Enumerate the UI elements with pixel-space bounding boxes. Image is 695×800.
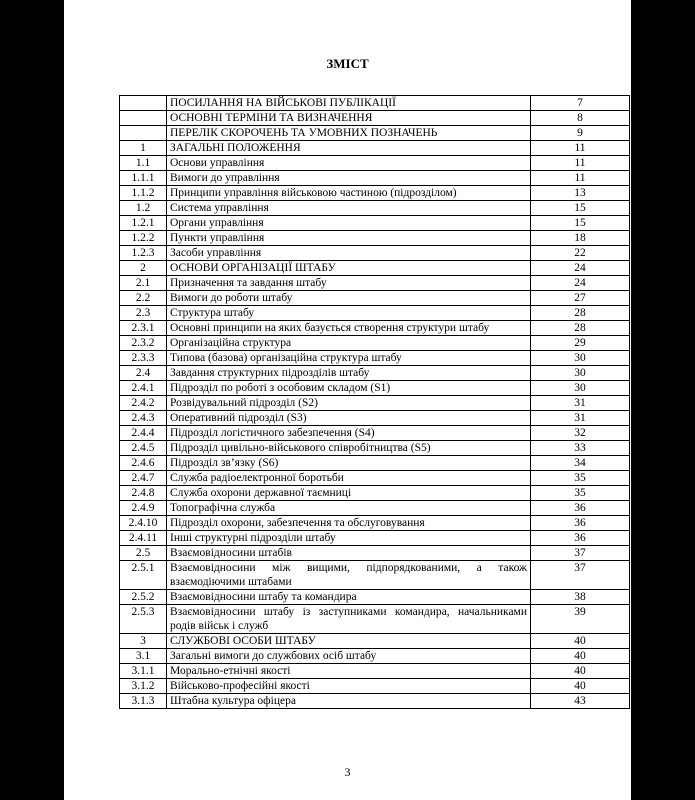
toc-section-title: Служба радіоелектронної боротьби — [167, 471, 531, 486]
toc-section-number: 2.4.2 — [120, 396, 167, 411]
toc-section-number: 2.4.1 — [120, 381, 167, 396]
toc-section-number: 2.4.5 — [120, 441, 167, 456]
toc-row — [120, 456, 630, 471]
toc-section-number: 2.5.3 — [120, 605, 167, 634]
toc-section-number: 1.1 — [120, 156, 167, 171]
toc-section-title: Взаємовідносини штабу із заступниками командира, начальниками родів військ і служб — [167, 605, 531, 634]
toc-section-number: 2.4.10 — [120, 516, 167, 531]
toc-page-number: 30 — [531, 351, 630, 366]
toc-section-title: Основи управління — [167, 156, 531, 171]
toc-row — [120, 561, 630, 590]
toc-page-number: 30 — [531, 381, 630, 396]
toc-page-number: 18 — [531, 231, 630, 246]
toc-row — [120, 486, 630, 501]
toc-row — [120, 381, 630, 396]
toc-row — [120, 605, 630, 634]
toc-page-number: 11 — [531, 141, 630, 156]
toc-section-number: 2.4 — [120, 366, 167, 381]
toc-page-number: 40 — [531, 664, 630, 679]
toc-row — [120, 291, 630, 306]
toc-section-number: 2.4.11 — [120, 531, 167, 546]
toc-row — [120, 276, 630, 291]
toc-section-number — [120, 96, 167, 111]
toc-page-number: 31 — [531, 396, 630, 411]
toc-page-number: 35 — [531, 486, 630, 501]
toc-section-number: 2.1 — [120, 276, 167, 291]
page-title: ЗМІСТ — [326, 56, 369, 71]
toc-section-title: Система управління — [167, 201, 531, 216]
toc-row — [120, 396, 630, 411]
toc-section-title: ЗАГАЛЬНІ ПОЛОЖЕННЯ — [167, 141, 531, 156]
toc-section-title: Розвідувальний підрозділ (S2) — [167, 396, 531, 411]
toc-page-number: 11 — [531, 156, 630, 171]
toc-row — [120, 441, 630, 456]
toc-row — [120, 471, 630, 486]
toc-row — [120, 590, 630, 605]
toc-section-title: Оперативний підрозділ (S3) — [167, 411, 531, 426]
document-page — [64, 0, 631, 800]
toc-row — [120, 126, 630, 141]
toc-section-title: Підрозділ по роботі з особовим складом (S1) — [167, 381, 531, 396]
toc-section-number: 2.4.3 — [120, 411, 167, 426]
toc-row — [120, 171, 630, 186]
toc-section-number: 1.1.1 — [120, 171, 167, 186]
toc-row — [120, 216, 630, 231]
toc-row — [120, 141, 630, 156]
toc-section-number: 3.1 — [120, 649, 167, 664]
toc-row — [120, 306, 630, 321]
toc-page-number: 35 — [531, 471, 630, 486]
toc-row — [120, 111, 630, 126]
toc-section-number: 3.1.2 — [120, 679, 167, 694]
toc-page-number: 36 — [531, 501, 630, 516]
toc-row — [120, 261, 630, 276]
toc-page-number: 30 — [531, 366, 630, 381]
toc-section-number: 1.2 — [120, 201, 167, 216]
toc-section-title: Взаємовідносини штабу та командира — [167, 590, 531, 605]
toc-section-number: 3.1.3 — [120, 694, 167, 709]
toc-row — [120, 649, 630, 664]
toc-page-number: 34 — [531, 456, 630, 471]
toc-page-number: 15 — [531, 201, 630, 216]
toc-row — [120, 679, 630, 694]
toc-page-number: 40 — [531, 649, 630, 664]
toc-section-title: Інші структурні підрозділи штабу — [167, 531, 531, 546]
toc-section-number: 1 — [120, 141, 167, 156]
toc-section-number: 3 — [120, 634, 167, 649]
toc-section-number: 3.1.1 — [120, 664, 167, 679]
toc-section-title: Морально-етнічні якості — [167, 664, 531, 679]
toc-section-number: 1.2.1 — [120, 216, 167, 231]
toc-section-number — [120, 111, 167, 126]
toc-section-title: Призначення та завдання штабу — [167, 276, 531, 291]
toc-page-number: 40 — [531, 679, 630, 694]
toc-section-title: Принципи управління військовою частиною (підрозділом) — [167, 186, 531, 201]
toc-section-title: Вимоги до управління — [167, 171, 531, 186]
toc-row — [120, 351, 630, 366]
toc-row — [120, 246, 630, 261]
toc-row — [120, 531, 630, 546]
toc-page-number: 28 — [531, 321, 630, 336]
toc-row — [120, 321, 630, 336]
toc-section-title: Структура штабу — [167, 306, 531, 321]
toc-page-number: 7 — [531, 96, 630, 111]
toc-section-title: Органи управління — [167, 216, 531, 231]
toc-section-title: Підрозділ цивільно-військового співробітництва (S5) — [167, 441, 531, 456]
toc-page-number: 43 — [531, 694, 630, 709]
toc-section-number: 2.5.2 — [120, 590, 167, 605]
toc-page-number: 8 — [531, 111, 630, 126]
toc-section-title: ОСНОВИ ОРГАНІЗАЦІЇ ШТАБУ — [167, 261, 531, 276]
toc-section-number: 2.4.4 — [120, 426, 167, 441]
page-number: 3 — [344, 765, 351, 779]
toc-section-number: 2.4.8 — [120, 486, 167, 501]
toc-page-number: 32 — [531, 426, 630, 441]
toc-page-number: 29 — [531, 336, 630, 351]
toc-page-number: 31 — [531, 411, 630, 426]
toc-page-number: 15 — [531, 216, 630, 231]
toc-section-number: 2.3.1 — [120, 321, 167, 336]
toc-row — [120, 336, 630, 351]
toc-section-title: Типова (базова) організаційна структура штабу — [167, 351, 531, 366]
toc-page-number: 22 — [531, 246, 630, 261]
toc-row — [120, 694, 630, 709]
toc-page-number: 27 — [531, 291, 630, 306]
toc-section-title: Підрозділ зв’язку (S6) — [167, 456, 531, 471]
toc-section-number: 2.4.9 — [120, 501, 167, 516]
toc-page-number: 37 — [531, 561, 630, 590]
toc-page-number: 24 — [531, 276, 630, 291]
toc-section-number: 2.3.2 — [120, 336, 167, 351]
toc-section-title: Військово-професійні якості — [167, 679, 531, 694]
toc-row — [120, 156, 630, 171]
toc-page-number: 36 — [531, 516, 630, 531]
toc-page-number: 36 — [531, 531, 630, 546]
toc-section-title: Взаємовідносини штабів — [167, 546, 531, 561]
toc-section-number: 2.4.7 — [120, 471, 167, 486]
toc-row — [120, 411, 630, 426]
toc-page-number: 40 — [531, 634, 630, 649]
toc-section-title: ПЕРЕЛІК СКОРОЧЕНЬ ТА УМОВНИХ ПОЗНАЧЕНЬ — [167, 126, 531, 141]
toc-body — [120, 96, 630, 709]
toc-section-number: 2.4.6 — [120, 456, 167, 471]
toc-section-title: Вимоги до роботи штабу — [167, 291, 531, 306]
toc-section-title: СЛУЖБОВІ ОСОБИ ШТАБУ — [167, 634, 531, 649]
toc-section-number: 2.3 — [120, 306, 167, 321]
toc-section-title: Підрозділ охорони, забезпечення та обслуговування — [167, 516, 531, 531]
toc-section-number: 2.3.3 — [120, 351, 167, 366]
toc-page-number: 24 — [531, 261, 630, 276]
toc-row — [120, 366, 630, 381]
toc-page-number: 39 — [531, 605, 630, 634]
toc-section-title: Штабна культура офіцера — [167, 694, 531, 709]
toc-section-title: Завдання структурних підрозділів штабу — [167, 366, 531, 381]
toc-row — [120, 664, 630, 679]
toc-page-number: 13 — [531, 186, 630, 201]
toc-section-title: Організаційна структура — [167, 336, 531, 351]
toc-section-title: ОСНОВНІ ТЕРМІНИ ТА ВИЗНАЧЕННЯ — [167, 111, 531, 126]
toc-page-number: 38 — [531, 590, 630, 605]
toc-row — [120, 516, 630, 531]
toc-section-number: 1.2.2 — [120, 231, 167, 246]
toc-row — [120, 501, 630, 516]
toc-page-number: 33 — [531, 441, 630, 456]
toc-page-number: 37 — [531, 546, 630, 561]
toc-section-number: 2.5 — [120, 546, 167, 561]
toc-row — [120, 201, 630, 216]
toc-row — [120, 96, 630, 111]
toc-section-title: Підрозділ логістичного забезпечення (S4) — [167, 426, 531, 441]
toc-section-number: 2.2 — [120, 291, 167, 306]
toc-section-number: 2.5.1 — [120, 561, 167, 590]
toc-page-number: 28 — [531, 306, 630, 321]
toc-section-number — [120, 126, 167, 141]
toc-section-title: Взаємовідносини між вищими, підпорядкованими, а також взаємодіючими штабами — [167, 561, 531, 590]
toc-section-number: 1.2.3 — [120, 246, 167, 261]
toc-row — [120, 186, 630, 201]
toc-page-number: 9 — [531, 126, 630, 141]
toc-section-title: Загальні вимоги до службових осіб штабу — [167, 649, 531, 664]
toc-section-title: Засоби управління — [167, 246, 531, 261]
toc-section-title: Основні принципи на яких базується створення структури штабу — [167, 321, 531, 336]
toc-row — [120, 426, 630, 441]
toc-section-number: 1.1.2 — [120, 186, 167, 201]
toc-section-title: ПОСИЛАННЯ НА ВІЙСЬКОВІ ПУБЛІКАЦІЇ — [167, 96, 531, 111]
toc-section-title: Топографічна служба — [167, 501, 531, 516]
toc-page-number: 11 — [531, 171, 630, 186]
toc-row — [120, 634, 630, 649]
toc-section-number: 2 — [120, 261, 167, 276]
toc-section-title: Пункти управління — [167, 231, 531, 246]
toc-row — [120, 231, 630, 246]
toc-section-title: Служба охорони державної таємниці — [167, 486, 531, 501]
toc-row — [120, 546, 630, 561]
toc-table — [119, 95, 630, 709]
